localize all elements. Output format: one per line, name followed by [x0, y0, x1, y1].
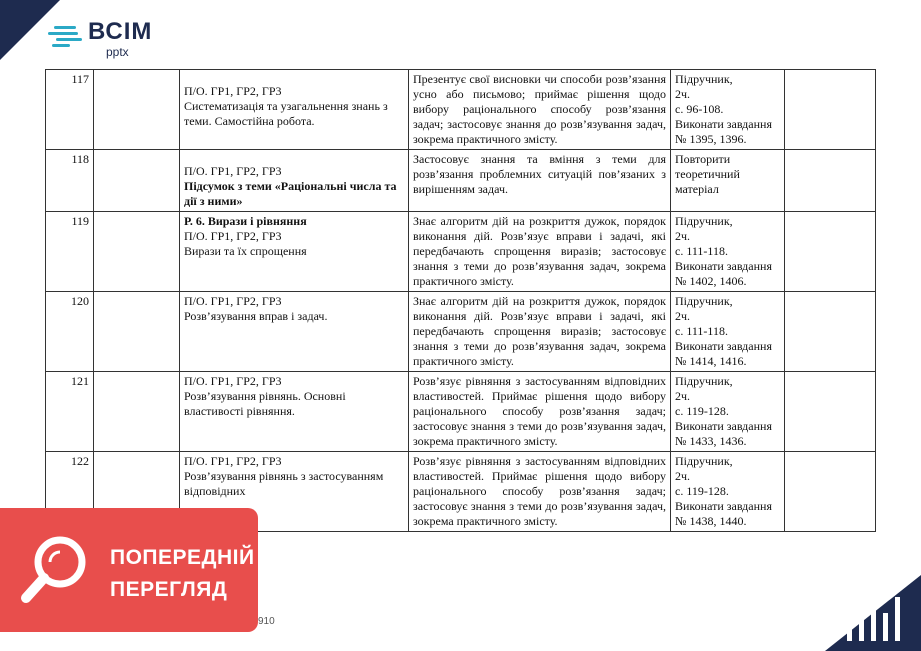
lesson-number: 122	[46, 452, 94, 532]
lesson-notes	[785, 372, 876, 452]
lesson-resources	[671, 372, 785, 452]
lesson-topic	[180, 372, 409, 452]
lesson-resources	[671, 150, 785, 212]
topic-line: Р. 6. Вирази і рівняння	[184, 214, 307, 228]
site-logo[interactable]	[48, 16, 168, 60]
topic-line: П/О. ГР1, ГР2, ГР3	[184, 229, 282, 243]
lesson-topic	[180, 292, 409, 372]
resource-line: Підручник,	[675, 214, 733, 228]
preview-banner	[0, 508, 258, 632]
resource-line: 2ч.	[675, 469, 691, 483]
resource-line: Підручник,	[675, 374, 733, 388]
learning-outcomes: Розв’язує рівняння з застосуванням відповідних властивостей. Приймає рішення щодо вибору раціонального способу розв’язання задач; застосовує знання з теми до розв’язування задач, зокрема практичного змісту.	[409, 372, 671, 452]
resource-line: Виконати завдання № 1414, 1416.	[675, 339, 772, 368]
lesson-notes	[785, 292, 876, 372]
table-row	[46, 212, 876, 292]
resource-line: 2ч.	[675, 309, 691, 323]
resource-line: Підручник,	[675, 294, 733, 308]
lesson-number: 121	[46, 372, 94, 452]
resource-line: 2ч.	[675, 389, 691, 403]
lesson-notes	[785, 70, 876, 150]
resource-line: Повторити теоретичний матеріал	[675, 152, 740, 196]
topic-line: П/О. ГР1, ГР2, ГР3	[184, 164, 282, 178]
learning-outcomes: Розв’язує рівняння з застосуванням відповідних властивостей. Приймає рішення щодо вибору раціонального способу розв’язання задач; застосовує знання з теми до розв’язування задач, зокрема практичного змісту.	[409, 452, 671, 532]
magnifier-icon	[20, 532, 90, 608]
topic-line: П/О. ГР1, ГР2, ГР3	[184, 454, 282, 468]
resource-line: Виконати завдання № 1433, 1436.	[675, 419, 772, 448]
resource-line: с. 119-128.	[675, 484, 729, 498]
topic-line: П/О. ГР1, ГР2, ГР3	[184, 84, 282, 98]
learning-outcomes: Застосовує знання та вміння з теми для розв’язання проблемних ситуацій пов’язаних з вирішенням задач.	[409, 150, 671, 212]
resource-line: Виконати завдання № 1402, 1406.	[675, 259, 772, 288]
lesson-number: 117	[46, 70, 94, 150]
lesson-topic	[180, 150, 409, 212]
lesson-date	[94, 70, 180, 150]
lesson-notes	[785, 150, 876, 212]
page-number: 910	[258, 616, 275, 627]
resource-line: Виконати завдання № 1395, 1396.	[675, 117, 772, 146]
resource-line: с. 96-108.	[675, 102, 724, 116]
lesson-notes	[785, 212, 876, 292]
lesson-topic	[180, 70, 409, 150]
learning-outcomes: Знає алгоритм дій на розкриття дужок, порядок виконання дій. Розв’язує вправи і задачі, які передбачають спрощення виразів; застосовує знання з теми до розв’язування задач, зокрема практичного змісту.	[409, 292, 671, 372]
lesson-topic	[180, 212, 409, 292]
resource-line: 2ч.	[675, 229, 691, 243]
resource-line: с. 119-128.	[675, 404, 729, 418]
learning-outcomes: Знає алгоритм дій на розкриття дужок, порядок виконання дій. Розв’язує вправи і задачі, які передбачають спрощення виразів; застосовує знання з теми до розв’язування задач, зокрема практичного змісту.	[409, 212, 671, 292]
topic-line: Розв’язування рівнянь з застосуванням відповідних	[184, 469, 384, 498]
lesson-resources	[671, 70, 785, 150]
resource-line: с. 111-118.	[675, 244, 728, 258]
logo-brand: ВСІМ	[88, 18, 153, 45]
bars-logo-icon	[845, 587, 907, 643]
lesson-date	[94, 150, 180, 212]
lesson-resources	[671, 212, 785, 292]
topic-line: Вирази та їх спрощення	[184, 244, 307, 258]
logo-subtitle: pptx	[106, 45, 129, 59]
lesson-number: 118	[46, 150, 94, 212]
preview-title-line1: ПОПЕРЕДНІЙ	[110, 546, 255, 569]
resource-line: Виконати завдання № 1438, 1440.	[675, 499, 772, 528]
topic-line: П/О. ГР1, ГР2, ГР3	[184, 374, 282, 388]
preview-title-line2: ПЕРЕГЛЯД	[110, 578, 228, 601]
lesson-notes	[785, 452, 876, 532]
table-row	[46, 292, 876, 372]
lesson-number: 120	[46, 292, 94, 372]
lesson-date	[94, 212, 180, 292]
learning-outcomes: Презентує свої висновки чи способи розв’язання усно або письмово; приймає рішення щодо вибору раціонального способу розв’язання задач; застосовує знання до розв’язування задач, зокрема практичного змісту.	[409, 70, 671, 150]
topic-line: Систематизація та узагальнення знань з теми. Самостійна робота.	[184, 99, 388, 128]
topic-line: П/О. ГР1, ГР2, ГР3	[184, 294, 282, 308]
table-row	[46, 372, 876, 452]
resource-line: 2ч.	[675, 87, 691, 101]
lesson-number: 119	[46, 212, 94, 292]
lesson-date	[94, 292, 180, 372]
logo-lines-icon	[48, 26, 82, 48]
topic-line: Розв’язування рівнянь. Основні властивості рівняння.	[184, 389, 346, 418]
resource-line: Підручник,	[675, 72, 733, 86]
lesson-date	[94, 372, 180, 452]
topic-line: Підсумок з теми «Раціональні числа та дії з ними»	[184, 179, 397, 208]
resource-line: Підручник,	[675, 454, 733, 468]
table-row	[46, 150, 876, 212]
topic-line: Розв’язування вправ і задач.	[184, 309, 328, 323]
lesson-resources	[671, 452, 785, 532]
lesson-resources	[671, 292, 785, 372]
lesson-plan-table	[45, 69, 876, 532]
resource-line: с. 111-118.	[675, 324, 728, 338]
table-row	[46, 70, 876, 150]
